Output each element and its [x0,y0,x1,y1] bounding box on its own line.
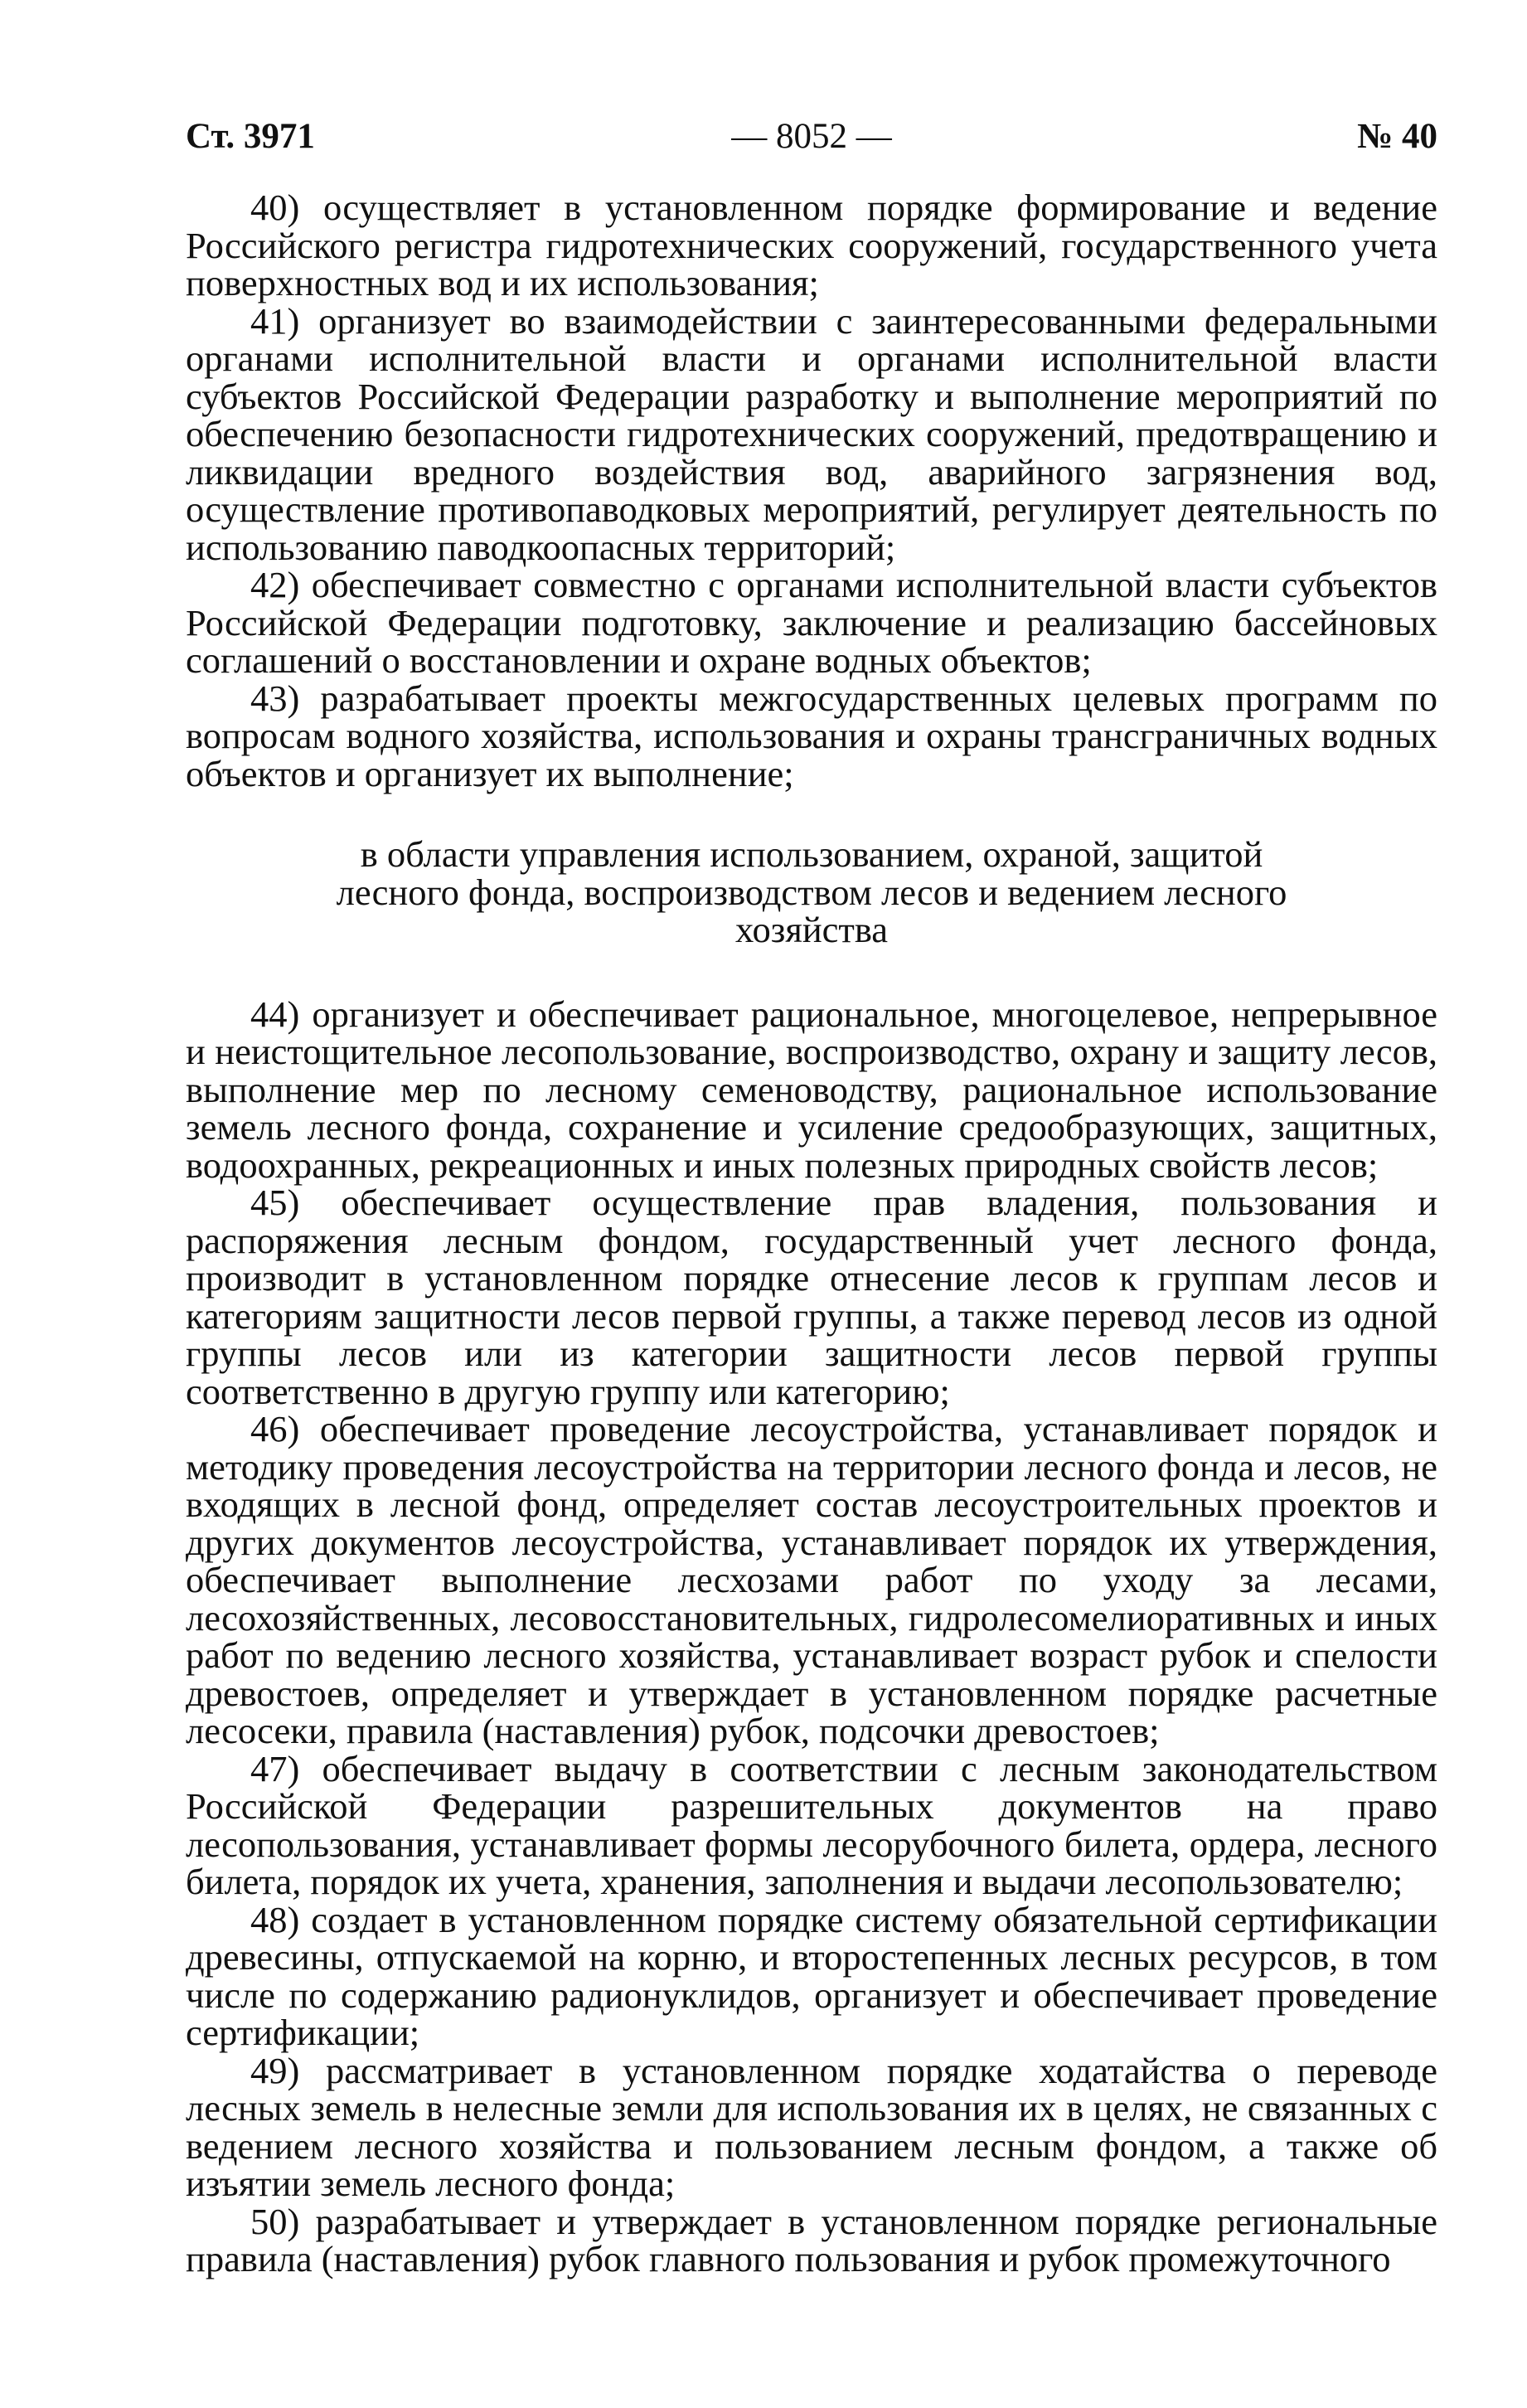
paragraph-41: 41) организует во взаимодействии с заинтересованными федеральными органами исполнительной власти и органами исполнительной власти субъектов Российской Федерации разработку и выполнение мероприятий по обеспечению безопасности гидротехнических сооружений, предотвращению и ликвидации вредного воздействия вод, аварийного загрязнения вод, осуществление противопаводковых мероприятий, регулирует деятельность по использованию паводкоопасных территорий; [186,299,1437,568]
issue-number: № 40 [1357,117,1437,156]
paragraph-49: 49) рассматривает в установленном порядке ходатайства о переводе лесных земель в нелесные земли для использования их в целях, не связанных с ведением лесного хозяйства и пользованием лесным фондом, а также об изъятии земель лесного фонда; [186,2049,1437,2204]
section-heading: в области управления использованием, охраной, защитой лесного фонда, воспроизводством лесов и ведением лесного хозяйства [336,833,1287,950]
page-header [186,116,1437,174]
paragraph-45: 45) обеспечивает осуществление прав владения, пользования и распоряжения лесным фондом, государственный учет лесного фонда, производит в установленном порядке отнесение лесов к группам лесов и категориям защитности лесов первой группы, а также перевод лесов из одной группы лесов или из категории защитности лесов первой группы соответственно в другую группу или категорию; [186,1182,1437,1412]
paragraph-50: 50) разрабатывает и утверждает в установленном порядке региональные правила (наставления) рубок главного пользования и рубок промежуточного [186,2200,1437,2279]
paragraph-47: 47) обеспечивает выдачу в соответствии с лесным законодательством Российской Федерации разрешительных документов на право лесопользования, устанавливает формы лесорубочного билета, ордера, лесного билета, порядок их учета, хранения, заполнения и выдачи лесопользователю; [186,1747,1437,1902]
paragraph-42: 42) обеспечивает совместно с органами исполнительной власти субъектов Российской Федерации подготовку, заключение и реализацию бассейновых соглашений о восстановлении и охране водных объектов; [186,564,1437,681]
paragraph-43: 43) разрабатывает проекты межгосударственных целевых программ по вопросам водного хозяйства, использования и охраны трансграничных водных объектов и организует их выполнение; [186,677,1437,794]
page-number: — 8052 — [731,117,892,156]
paragraph-48: 48) создает в установленном порядке систему обязательной сертификации древесины, отпускаемой на корню, и второстепенных лесных ресурсов, в том числе по содержанию радионуклидов, организует и обеспечивает проведение сертификации; [186,1898,1437,2053]
article-number: Ст. 3971 [186,117,315,156]
paragraph-46: 46) обеспечивает проведение лесоустройства, устанавливает порядок и методику проведения лесоустройства на территории лесного фонда и лесов, не входящих в лесной фонд, определяет состав лесоустроительных проектов и других документов лесоустройства, устанавливает порядок их утверждения, обеспечивает выполнение лесхозами работ по уходу за лесами, лесохозяйственных, лесовосстановительных, гидролесомелиоративных и иных работ по ведению лесного хозяйства, устанавливает возраст рубок и спелости древостоев, определяет и утверждает в установленном порядке расчетные лесосеки, правила (наставления) рубок, подсочки древостоев; [186,1408,1437,1751]
paragraph-44: 44) организует и обеспечивает рациональное, многоцелевое, непрерывное и неистощительное лесопользование, воспроизводство, охрану и защиту лесов, выполнение мер по лесному семеноводству, рациональное использование земель лесного фонда, сохранение и усиление средообразующих, защитных, водоохранных, рекреационных и иных полезных природных свойств лесов; [186,993,1437,1186]
body-text [186,189,1437,2279]
document-page [186,0,1437,2408]
paragraph-40: 40) осуществляет в установленном порядке формирование и ведение Российского регистра гидротехнических сооружений, государственного учета поверхностных вод и их использования; [186,187,1437,303]
